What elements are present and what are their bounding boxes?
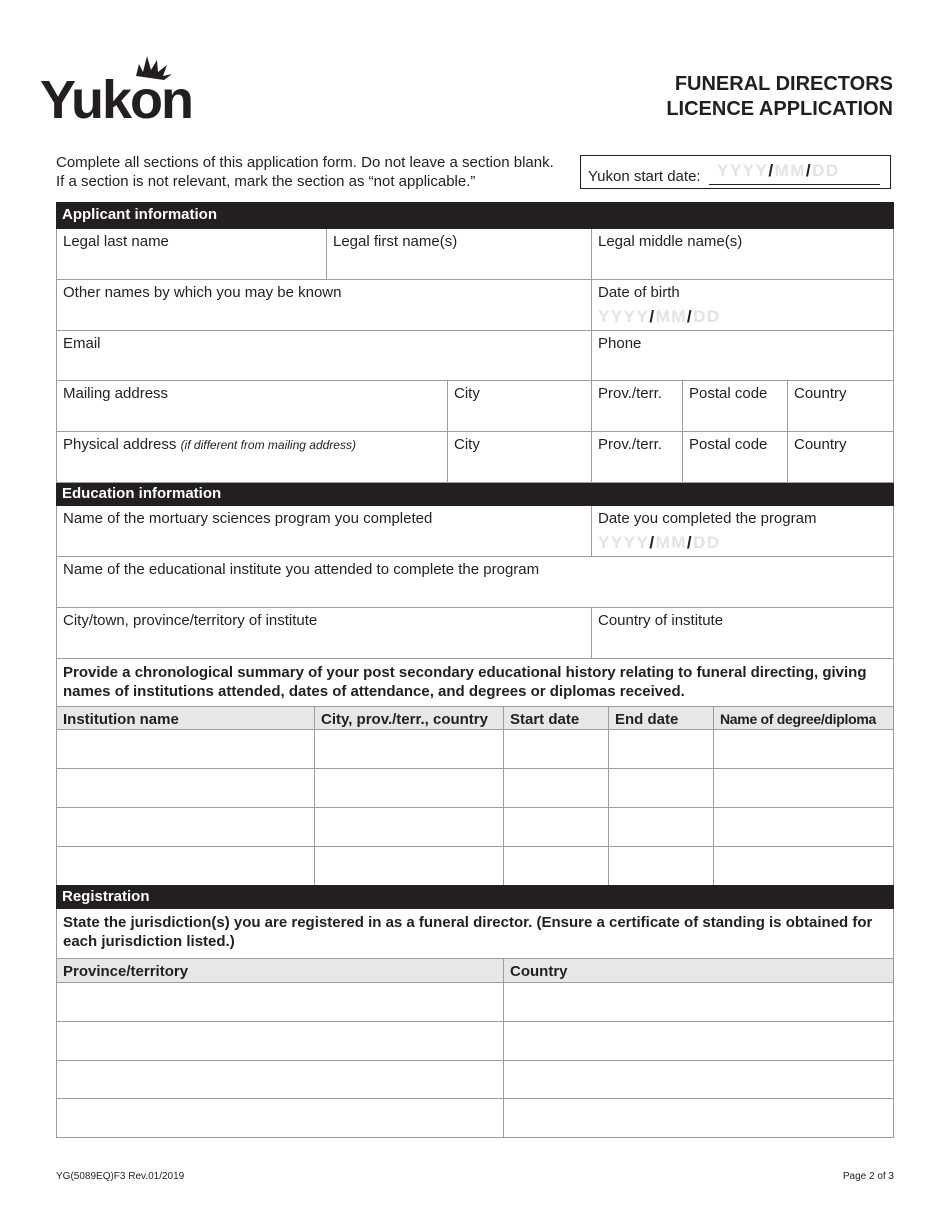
physical-address-note: (if different from mailing address) [180, 438, 356, 452]
program-date-label: Date you completed the program [598, 510, 817, 527]
physical-prov-field[interactable] [591, 432, 683, 483]
other-names-label: Other names by which you may be known [63, 284, 342, 301]
legal-first-names-field[interactable] [326, 229, 592, 280]
institution-name-cell[interactable] [56, 769, 315, 808]
mailing-country-field[interactable] [787, 381, 894, 432]
city-prov-country-cell[interactable] [314, 769, 504, 808]
province-territory-cell[interactable] [56, 1099, 504, 1138]
legal-middle-names-field[interactable] [591, 229, 894, 280]
mailing-prov-field[interactable] [591, 381, 683, 432]
physical-postal-field[interactable] [682, 432, 788, 483]
institution-name-cell[interactable] [56, 730, 315, 769]
mailing-address-field[interactable] [56, 381, 448, 432]
col-province-territory: Province/territory [56, 958, 504, 983]
institute-name-field[interactable] [56, 557, 894, 608]
col-end-date: End date [608, 706, 714, 730]
end-date-cell[interactable] [608, 847, 714, 886]
col-city-prov-country: City, prov./terr., country [314, 706, 504, 730]
province-territory-cell[interactable] [56, 983, 504, 1022]
institute-country-label: Country of institute [598, 612, 724, 629]
applicant-section-header: Applicant information [56, 202, 894, 229]
mailing-city-field[interactable] [447, 381, 592, 432]
institution-name-cell[interactable] [56, 847, 315, 886]
registration-instructions: State the jurisdiction(s) you are registered in as a funeral director. (Ensure a certificate of standing is obtained for each jurisdiction listed.) [56, 909, 894, 958]
country-cell[interactable] [503, 1099, 894, 1138]
mailing-city-label: City [454, 385, 480, 402]
start-date-cell[interactable] [503, 769, 609, 808]
phone-field[interactable] [591, 331, 894, 381]
start-date-placeholder: YYYY/MM/DD [717, 161, 840, 180]
other-names-field[interactable] [56, 280, 592, 331]
mailing-postal-label: Postal code [689, 385, 768, 402]
start-date-underline [709, 184, 880, 185]
province-territory-cell[interactable] [56, 1022, 504, 1061]
date-of-birth-field[interactable] [591, 280, 894, 331]
education-section-header: Education information [56, 483, 894, 506]
form-code: YG(5089EQ)F3 Rev.01/2019 [56, 1171, 185, 1182]
mailing-country-label: Country [794, 385, 847, 402]
program-date-placeholder: YYYY/MM/DD [598, 533, 721, 552]
end-date-cell[interactable] [608, 730, 714, 769]
country-cell[interactable] [503, 1022, 894, 1061]
physical-address-field[interactable] [56, 432, 448, 483]
end-date-cell[interactable] [608, 769, 714, 808]
start-date-cell[interactable] [503, 808, 609, 847]
education-summary-instructions: Provide a chronological summary of your post secondary educational history relating to funeral directing, giving names of institutions attended, dates of attendance, and degrees or diplomas received. [56, 659, 894, 706]
program-name-label: Name of the mortuary sciences program you completed [63, 510, 433, 527]
legal-last-name-label: Legal last name [63, 233, 169, 250]
yukon-logo [40, 52, 210, 122]
physical-postal-label: Postal code [689, 436, 768, 453]
page-number: Page 2 of 3 [842, 1171, 894, 1182]
institute-country-field[interactable] [591, 608, 894, 659]
degree-diploma-cell[interactable] [713, 847, 894, 886]
date-of-birth-label: Date of birth [598, 284, 680, 301]
start-date-cell[interactable] [503, 847, 609, 886]
registration-section-header: Registration [56, 885, 894, 909]
legal-first-names-label: Legal first name(s) [333, 233, 458, 250]
physical-prov-label: Prov./terr. [598, 436, 662, 453]
dob-placeholder: YYYY/MM/DD [598, 307, 721, 326]
form-title-line2: LICENCE APPLICATION [666, 98, 893, 120]
col-degree-diploma: Name of degree/diploma [713, 706, 894, 730]
country-cell[interactable] [503, 1060, 894, 1099]
physical-address-label: Physical address [63, 436, 177, 453]
mailing-address-label: Mailing address [63, 385, 169, 402]
degree-diploma-cell[interactable] [713, 808, 894, 847]
legal-last-name-field[interactable] [56, 229, 327, 280]
form-title-line1: FUNERAL DIRECTORS [674, 73, 893, 95]
city-prov-country-cell[interactable] [314, 730, 504, 769]
program-name-field[interactable] [56, 506, 592, 557]
col-start-date: Start date [503, 706, 609, 730]
col-country: Country [503, 958, 894, 983]
province-territory-cell[interactable] [56, 1060, 504, 1099]
degree-diploma-cell[interactable] [713, 730, 894, 769]
physical-country-field[interactable] [787, 432, 894, 483]
physical-country-label: Country [794, 436, 847, 453]
intro-text: Complete all sections of this application form. Do not leave a section blank. If a section is not relevant, mark the section as “not applicable.” [56, 154, 554, 190]
start-date-cell[interactable] [503, 730, 609, 769]
yukon-logo-graphic [40, 52, 210, 122]
program-date-field[interactable] [591, 506, 894, 557]
email-field[interactable] [56, 331, 592, 381]
form-title [666, 72, 893, 122]
start-date-label: Yukon start date: [588, 168, 701, 185]
city-prov-country-cell[interactable] [314, 808, 504, 847]
mailing-prov-label: Prov./terr. [598, 385, 662, 402]
physical-city-label: City [454, 436, 480, 453]
institute-name-label: Name of the educational institute you attended to complete the program [63, 561, 540, 578]
physical-city-field[interactable] [447, 432, 592, 483]
mailing-postal-field[interactable] [682, 381, 788, 432]
phone-label: Phone [598, 335, 642, 352]
city-prov-country-cell[interactable] [314, 847, 504, 886]
country-cell[interactable] [503, 983, 894, 1022]
legal-middle-names-label: Legal middle name(s) [598, 233, 743, 250]
col-institution-name: Institution name [56, 706, 315, 730]
institute-city-field[interactable] [56, 608, 592, 659]
logo-text: Yukon [40, 70, 193, 122]
institution-name-cell[interactable] [56, 808, 315, 847]
degree-diploma-cell[interactable] [713, 769, 894, 808]
yukon-start-date-field[interactable] [580, 155, 891, 189]
institute-city-label: City/town, province/territory of institute [63, 612, 318, 629]
email-label: Email [63, 335, 101, 352]
end-date-cell[interactable] [608, 808, 714, 847]
